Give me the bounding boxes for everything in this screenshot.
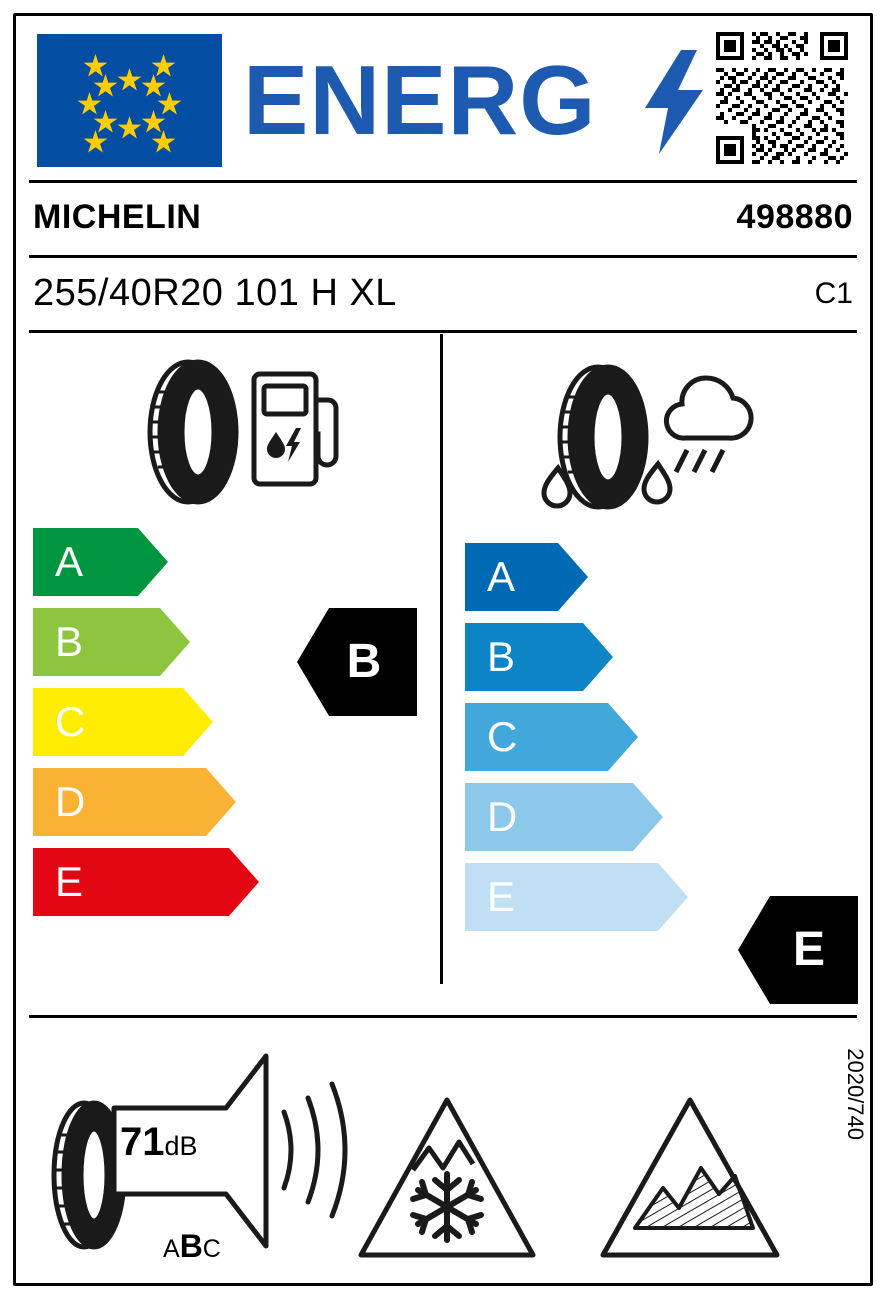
eu-flag-icon (37, 34, 222, 167)
tyre-size: 255/40R20 101 H XL (33, 272, 397, 314)
fuel-grade-label: C (55, 698, 86, 745)
divider-vertical (440, 334, 443, 984)
wet-grade-label: E (487, 873, 516, 920)
wet-selected-grade-label: E (792, 923, 825, 976)
page-title: ENERG (243, 45, 597, 155)
three-peak-mountain-snowflake-icon (355, 1090, 540, 1265)
fuel-selected-grade-label: B (346, 635, 382, 688)
qr-code-icon (716, 32, 848, 164)
lightning-bolt-icon (645, 50, 705, 154)
brand-name: MICHELIN (33, 198, 202, 236)
wet-grade-label: D (487, 793, 518, 840)
divider-brand (29, 255, 857, 258)
fuel-grade-label: D (55, 778, 86, 825)
tyre-fuel-pump-icon (120, 352, 350, 512)
noise-db-number: 71 (120, 1120, 165, 1164)
noise-class-scale (163, 1228, 221, 1265)
wet-grade-label: B (487, 633, 516, 680)
tyre-class: C1 (814, 277, 853, 310)
ice-grip-mountain-icon (595, 1090, 785, 1265)
wet-selected-grade (738, 896, 858, 1004)
noise-value (120, 1120, 198, 1165)
divider-bottom (29, 1015, 857, 1018)
model-code: 498880 (736, 198, 853, 236)
divider-top (29, 180, 857, 183)
fuel-selected-grade (297, 608, 417, 716)
wet-grade-label: A (487, 553, 516, 600)
noise-db-unit: dB (164, 1131, 198, 1161)
regulation-reference: 2020/740 (843, 1048, 868, 1140)
fuel-grade-label: B (55, 618, 84, 665)
noise-class-c: C (202, 1235, 221, 1263)
fuel-grade-label: A (55, 538, 84, 585)
noise-class-a: A (163, 1235, 180, 1263)
tyre-rain-cloud-icon (530, 352, 780, 522)
noise-class-selected: B (179, 1228, 203, 1264)
divider-size (29, 330, 857, 333)
fuel-grade-label: E (55, 858, 84, 905)
wet-grade-label: C (487, 713, 518, 760)
